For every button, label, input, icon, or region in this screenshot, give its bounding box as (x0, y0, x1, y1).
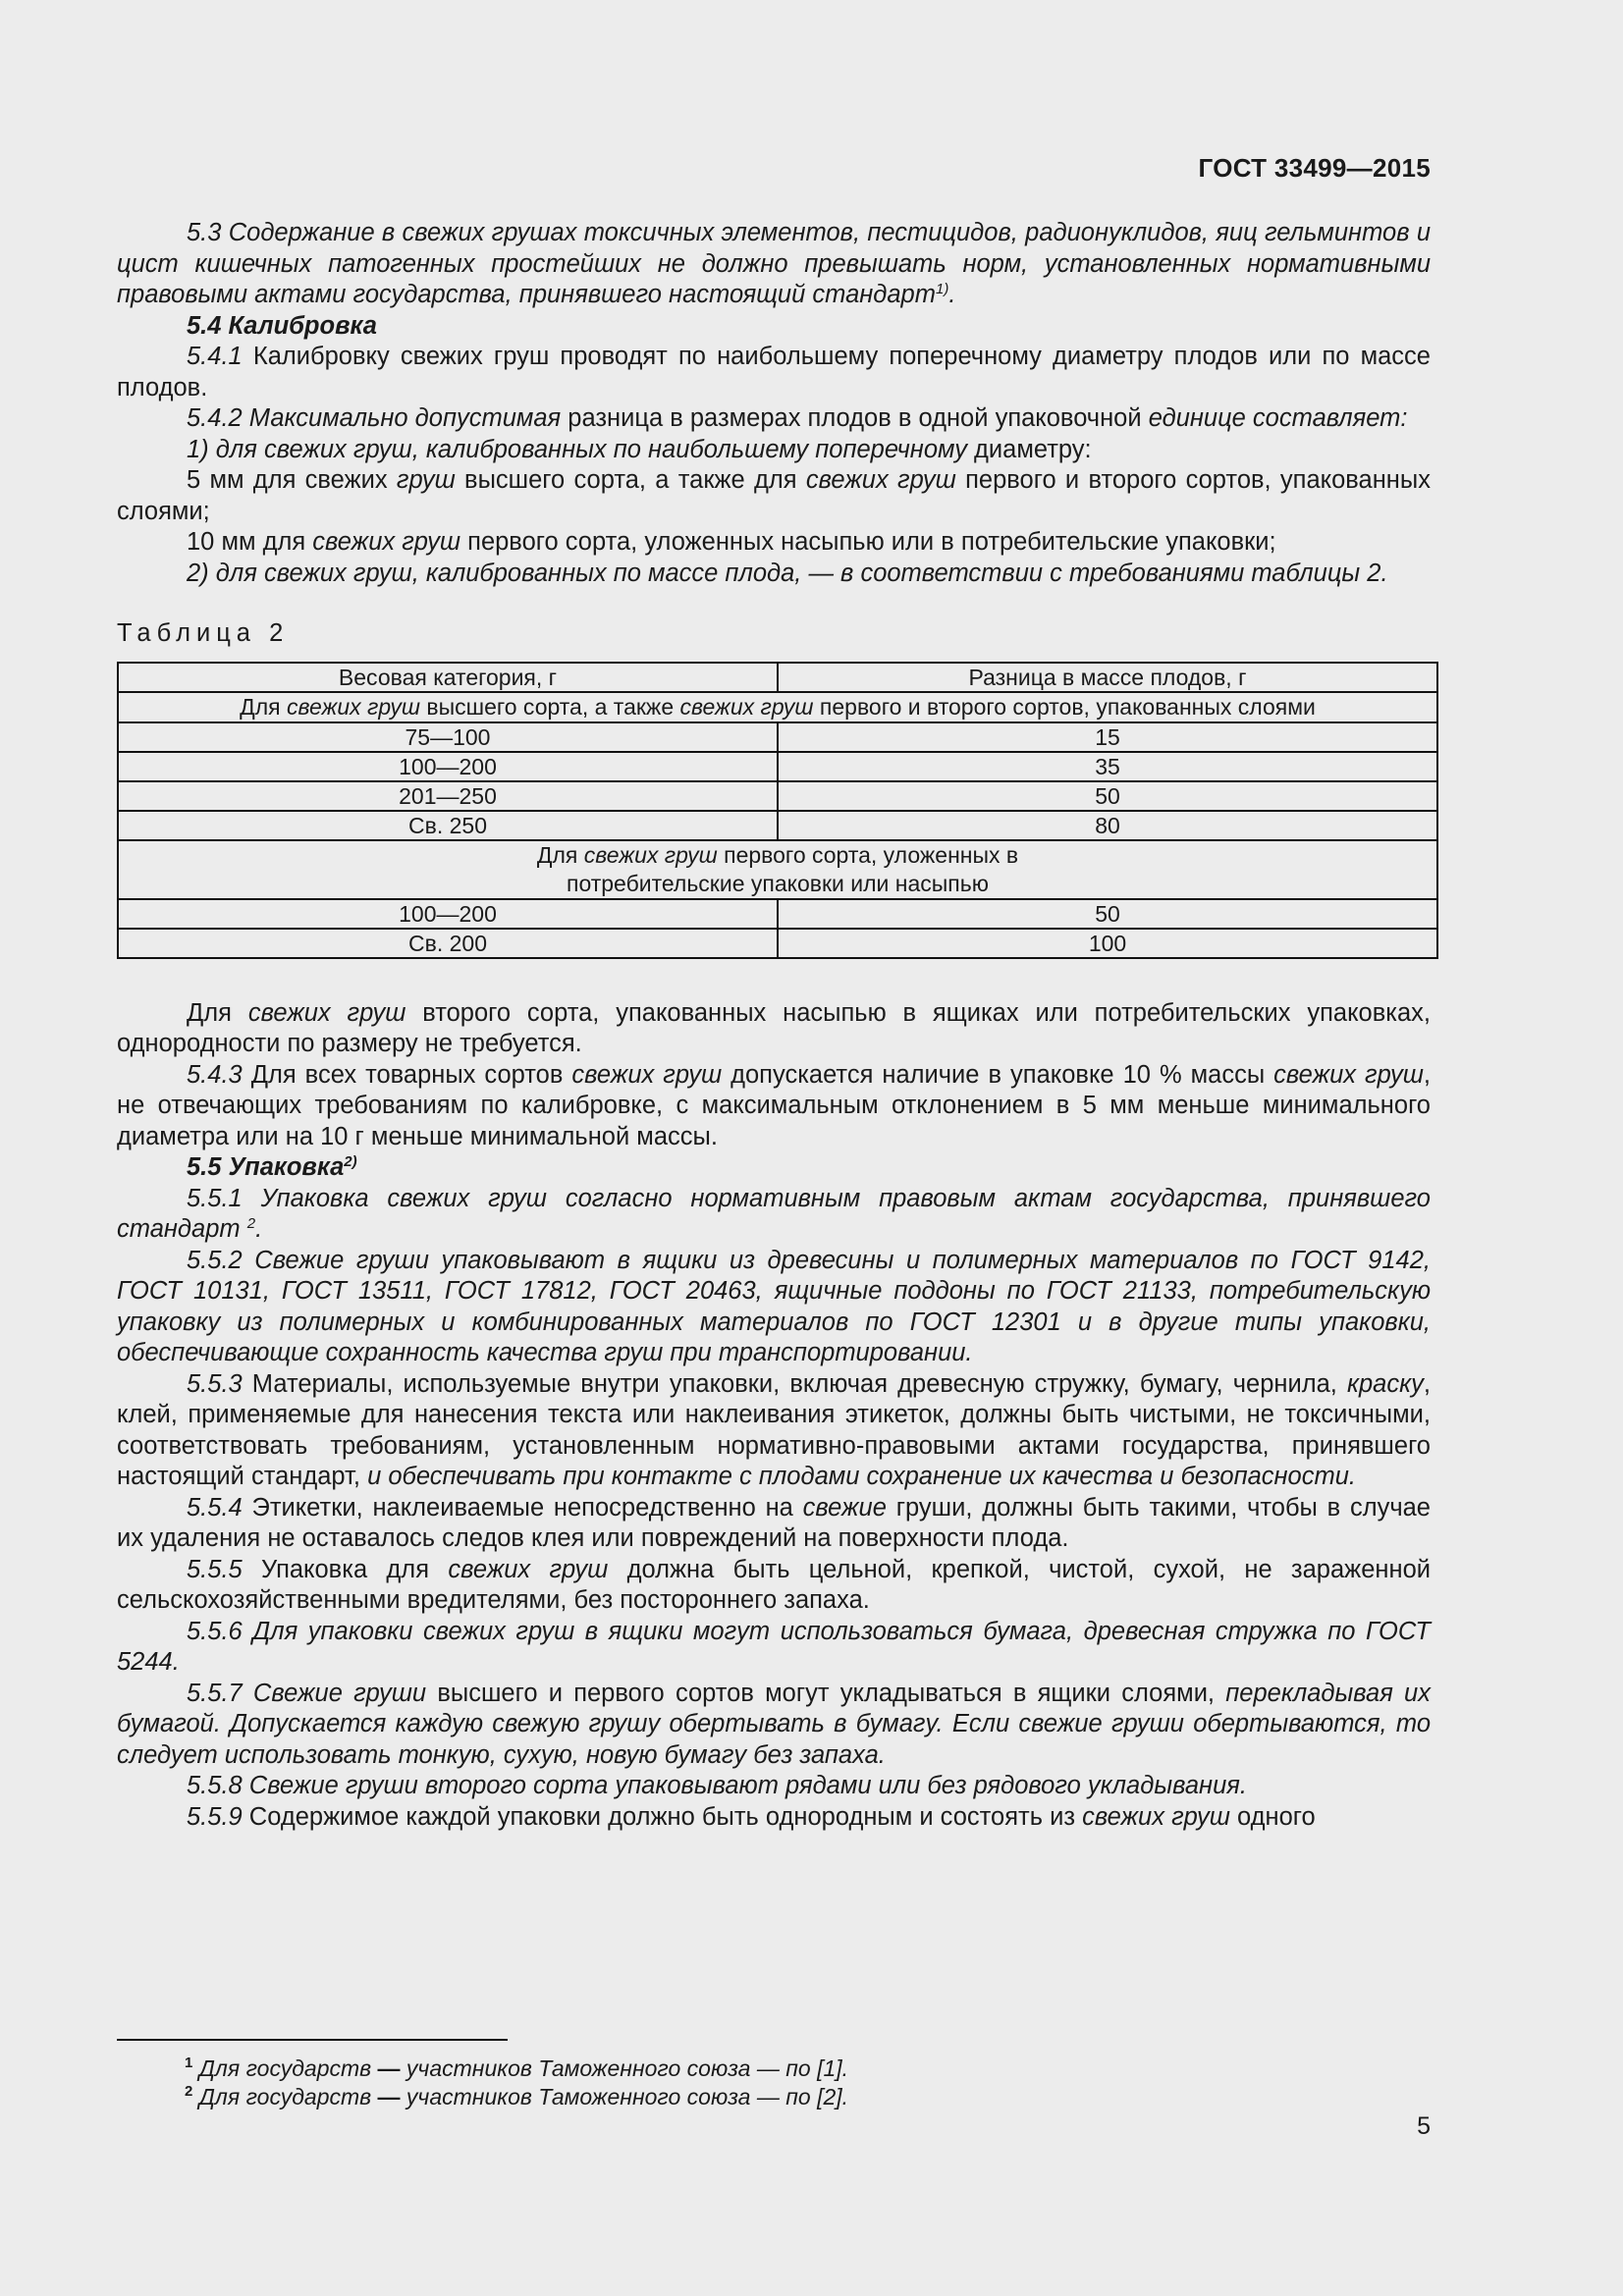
table-header-row (118, 663, 1437, 692)
clause-number: 5.4.3 (187, 1060, 243, 1089)
table-cell: 35 (778, 752, 1437, 781)
text-italic: свежих груш (679, 693, 814, 720)
text: Для государств (192, 2084, 378, 2109)
text-italic: свежих груш (1273, 1060, 1424, 1089)
paragraph-5-4-2-item-2: 2) для свежих груш, калиброванных по массе плода, — в соответствии с требованиями таблицы 2. (187, 559, 1388, 587)
item-text-italic: 1) для свежих груш, калиброванных по наибольшему поперечному (187, 435, 967, 463)
paragraph-after-table (117, 998, 1431, 1060)
table-row (118, 752, 1437, 781)
table-cell: 80 (778, 811, 1437, 840)
paragraph-5-4-2-item-1 (117, 435, 1431, 466)
clause-number: 5.5.9 (187, 1802, 243, 1831)
text: одного (1229, 1802, 1316, 1831)
text: высшего сорта, а также для (455, 466, 806, 494)
table-row (118, 781, 1437, 811)
column-header-weight: Весовая категория, г (118, 663, 778, 692)
section-heading-5-5 (117, 1152, 1431, 1184)
table-row (118, 722, 1437, 752)
text-italic: свежих груш (805, 466, 956, 494)
table-cell: 100—200 (118, 899, 778, 929)
table-caption: Таблица 2 (117, 619, 290, 647)
paragraph-5-5-9 (117, 1802, 1431, 1834)
clause-text-italic: единице составляет: (1148, 404, 1408, 432)
table-group-label (118, 840, 1437, 899)
table-cell: 75—100 (118, 722, 778, 752)
clause-number: 5.5.3 (187, 1369, 243, 1398)
text: Этикетки, наклеиваемые непосредственно на (242, 1493, 803, 1522)
text: , не отвечающих требованиям по калибровке, с максимальным отклонением в 5 мм меньше минимального диаметра или на 10 г меньше минимальной массы. (117, 1060, 1431, 1150)
text-italic: перекладывая их бумагой. Допускается каждую свежую грушу обертывать в бумагу. Если свежие груши обертываются, то следует использовать тонкую, сухую, новую бумагу без запаха. (117, 1679, 1431, 1769)
text: 5 мм для свежих (187, 466, 397, 494)
paragraph-5-5-6: 5.5.6 Для упаковки свежих груш в ящики могут использоваться бумага, древесная стружка по ГОСТ 5244. (117, 1617, 1431, 1676)
table-cell: 50 (778, 899, 1437, 929)
text-italic: свежих груш (286, 693, 420, 720)
text: первого сорта, уложенных насыпью или в потребительские упаковки; (460, 528, 1276, 556)
text: допускается наличие в упаковке 10 % массы (722, 1060, 1274, 1089)
clause-text: разница в размерах плодов в одной упаковочной (561, 404, 1149, 432)
text: Для всех товарных сортов (242, 1060, 572, 1089)
text: , клей, применяемые для нанесения текста или наклеивания этикеток, должны быть чистыми, не токсичными, соответствовать требованиям, установленным нормативно-правовыми актами государства, принявшего настоящий стандарт, (117, 1369, 1431, 1490)
text: второго сорта, упакованных насыпью в ящиках или потребительских упаковках, однородности по размеру не требуется. (117, 998, 1431, 1057)
document-code: ГОСТ 33499—2015 (1198, 153, 1431, 183)
paragraph-5-5-3 (117, 1369, 1431, 1493)
paragraph-5-4-2-item-1a (117, 465, 1431, 527)
text-italic: краску (1346, 1369, 1424, 1398)
text: груши, должны быть такими, чтобы в случае их удаления не оставалось следов клея или повреждений на поверхности плода. (117, 1493, 1431, 1552)
table-group-label (118, 692, 1437, 722)
text: Для (536, 841, 584, 868)
text: Материалы, используемые внутри упаковки, включая древесную стружку, бумагу, чернила, (242, 1369, 1347, 1398)
dash: — (377, 2056, 401, 2081)
clause-number: 5.3 (187, 219, 222, 246)
page-number: 5 (1417, 2112, 1431, 2140)
text-italic: свежих груш (571, 1060, 723, 1089)
table-cell: 100—200 (118, 752, 778, 781)
table-cell: 15 (778, 722, 1437, 752)
text-italic: свежие (802, 1493, 887, 1522)
text: высшего сорта, а также (419, 693, 680, 720)
text: первого и второго сортов, упакованных слоями; (117, 466, 1431, 525)
footnote-ref: 1) (935, 281, 949, 297)
paragraph-5-4-1 (117, 342, 1431, 403)
table-row (118, 811, 1437, 840)
footnote-2 (185, 2083, 848, 2111)
clause-number: 5.4.1 (187, 343, 243, 370)
text: участников Таможенного союза — по [2]. (400, 2084, 849, 2109)
table-row (118, 929, 1437, 958)
text-italic: и обеспечивать при контакте с плодами сохранение их качества и безопасности. (367, 1463, 1357, 1490)
text: Для государств (192, 2056, 378, 2081)
table-group-row (118, 692, 1437, 722)
text: 5.5.1 Упаковка свежих груш согласно нормативным правовым актам государства, принявшего стандарт (117, 1184, 1431, 1243)
paragraph-5-5-1 (117, 1184, 1431, 1246)
text-italic: свежих груш (448, 1555, 609, 1583)
punct: . (255, 1215, 263, 1243)
paragraph-5-5-7 (117, 1679, 1431, 1772)
paragraph-5-5-8: 5.5.8 Свежие груши второго сорта упаковывают рядами или без рядового укладывания. (187, 1772, 1247, 1799)
text-italic: свежих груш (312, 528, 461, 556)
text-italic: свежих груш (1082, 1802, 1230, 1831)
footnote-mark: 1 (185, 2055, 193, 2071)
table-cell: Св. 200 (118, 929, 778, 958)
text: высшего и первого сортов могут укладываться в ящики слоями, (426, 1679, 1226, 1707)
text-italic: свежих груш (583, 841, 718, 868)
table-2 (117, 662, 1438, 959)
punct: . (948, 281, 956, 308)
item-text: диаметру: (966, 435, 1092, 463)
text: Упаковка для (242, 1555, 449, 1583)
text: участников Таможенного союза — по [1]. (400, 2056, 849, 2081)
clause-text-italic: 5.4.2 Максимально допустимая (187, 404, 562, 432)
table-cell: 50 (778, 781, 1437, 811)
text-italic: свежих груш (247, 998, 406, 1027)
paragraph-5-4-2-item-1b (117, 527, 1431, 559)
paragraph-5-4-2 (117, 403, 1431, 435)
table-group-row (118, 840, 1437, 899)
clause-number: 5.5.4 (187, 1493, 243, 1522)
clause-text: Калибровку свежих груш проводят по наибольшему поперечному диаметру плодов или по массе плодов. (117, 343, 1431, 401)
document-body (117, 218, 1431, 1833)
paragraph-5-5-2: 5.5.2 Свежие груши упаковывают в ящики из древесины и полимерных материалов по ГОСТ 9142, ГОСТ 10131, ГОСТ 13511, ГОСТ 17812, ГОСТ 20463, ящичные поддоны по ГОСТ 21133, потребительскую упаковку из полимерных и комбинированных материалов по ГОСТ 12301 и в другие типы упаковки, обеспечивающие сохранность качества груш при транспортировании. (117, 1246, 1431, 1366)
paragraph-5-5-5 (117, 1555, 1431, 1617)
table-cell: 201—250 (118, 781, 778, 811)
footnote-ref: 2) (344, 1153, 357, 1170)
column-header-difference: Разница в массе плодов, г (778, 663, 1437, 692)
footnotes (185, 2055, 848, 2111)
footnote-divider (117, 2039, 508, 2041)
text: должна быть цельной, крепкой, чистой, сухой, не зараженной сельскохозяйственными вредителями, без постороннего запаха. (117, 1555, 1431, 1614)
table-cell: Св. 250 (118, 811, 778, 840)
paragraph-5-3 (117, 218, 1431, 311)
paragraph-5-4-3 (117, 1060, 1431, 1153)
text: Для (240, 693, 287, 720)
table-cell: 100 (778, 929, 1437, 958)
dash: — (377, 2084, 401, 2109)
text: первого и второго сортов, упакованных слоями (813, 693, 1316, 720)
footnote-1 (185, 2055, 848, 2083)
text: Для (187, 998, 248, 1027)
text-italic: груш (396, 466, 456, 494)
footnote-ref: 2 (246, 1215, 256, 1232)
text: 10 мм для (187, 528, 313, 556)
text: Содержимое каждой упаковки должно быть однородным и состоять из (242, 1802, 1083, 1831)
paragraph-5-5-4 (117, 1493, 1431, 1555)
section-heading-5-4: 5.4 Калибровка (187, 311, 377, 340)
clause-number: 5.5.5 (187, 1555, 243, 1583)
text-italic: 5.5.7 Свежие груши (187, 1679, 427, 1707)
text: первого сорта, уложенных в потребительские упаковки или насыпью (566, 841, 1019, 896)
table-row (118, 899, 1437, 929)
clause-text: Содержание в свежих грушах токсичных элементов, пестицидов, радионуклидов, яиц гельминтов и цист кишечных патогенных простейших не должно превышать норм, установленных нормативными правовыми актами государства, принявшего настоящий стандарт (117, 219, 1431, 308)
footnote-mark: 2 (185, 2083, 193, 2100)
heading-text: 5.5 Упаковка (187, 1153, 345, 1181)
